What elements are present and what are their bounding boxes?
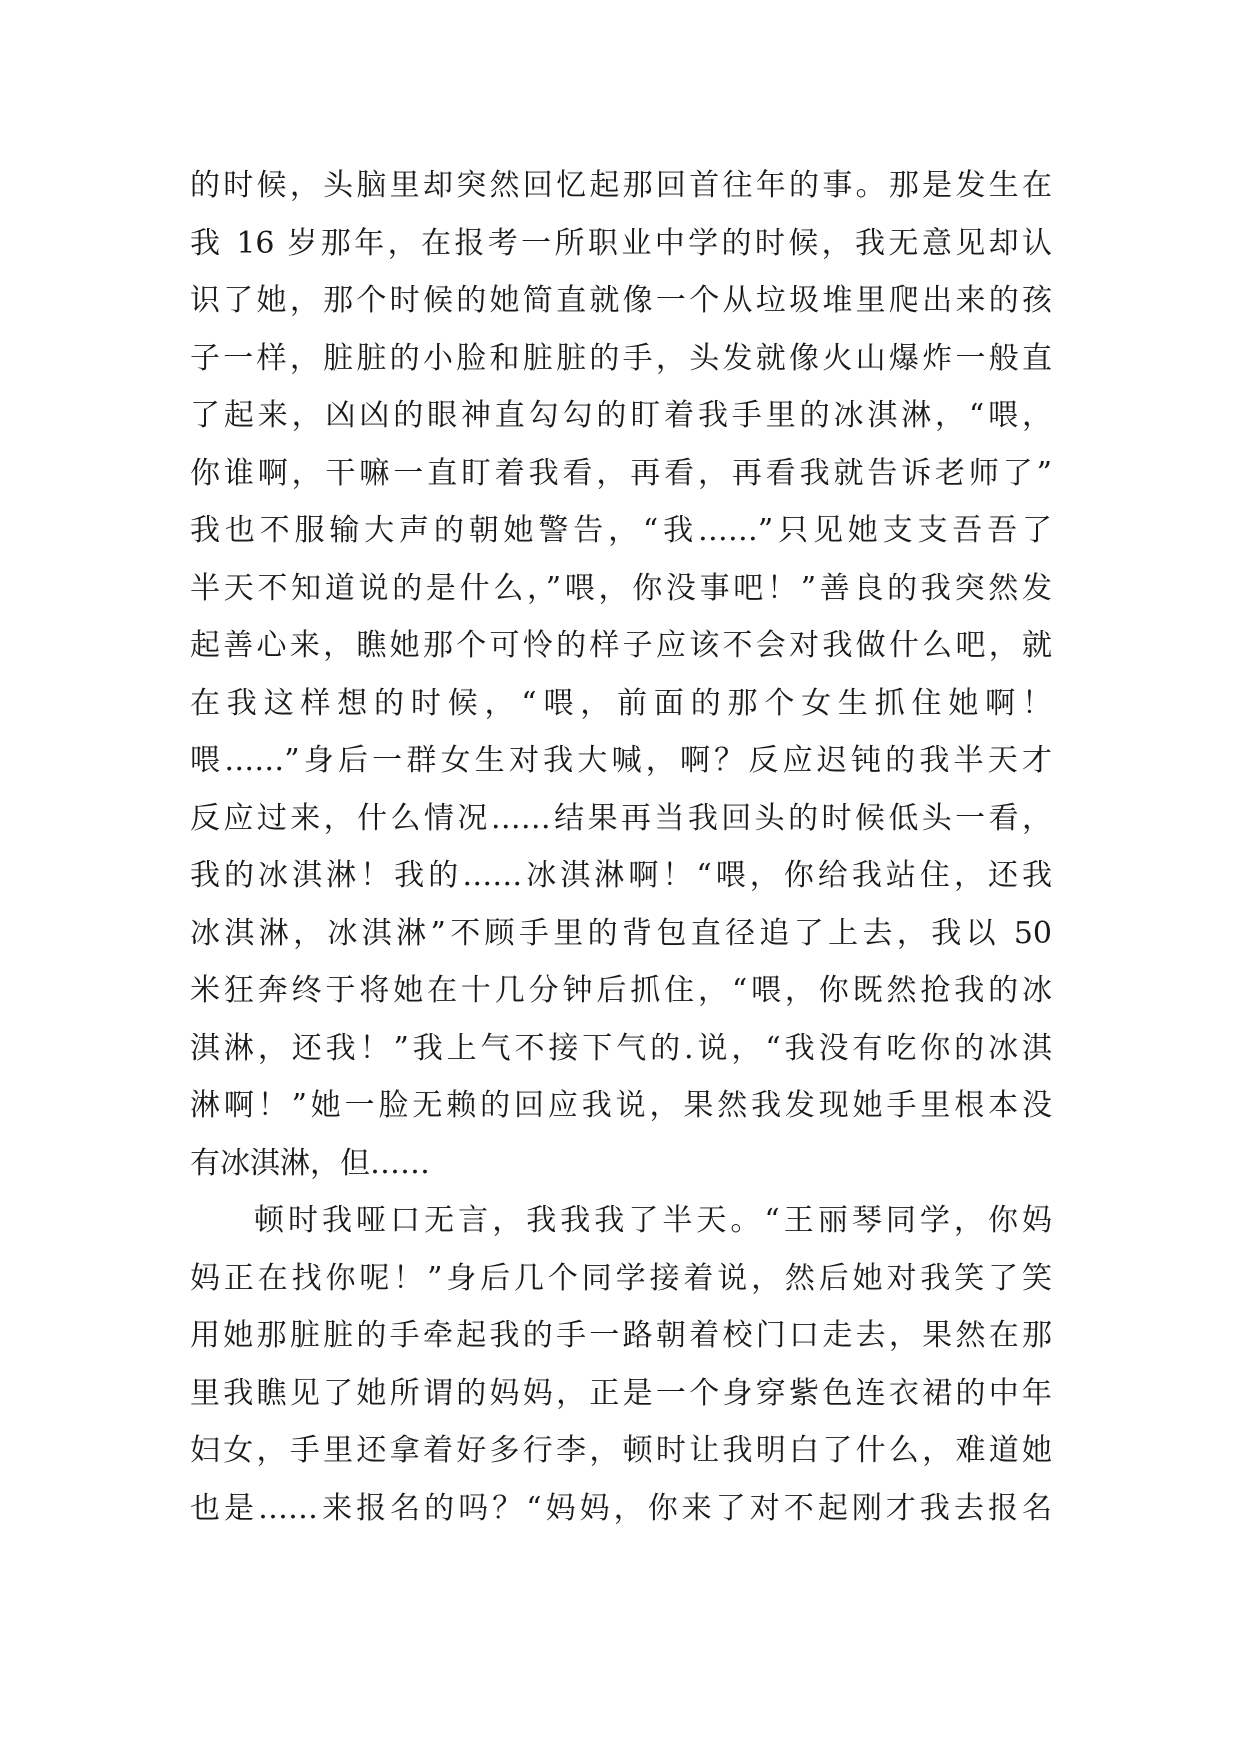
text-line-6: 你谁啊，干嘛一直盯着我看，再看，再看我就告诉老师了” xyxy=(190,455,1052,491)
text-line-18: 有冰淇淋，但…… xyxy=(190,1145,430,1181)
text-line-10: 在我这样想的时候，“喂，前面的那个女生抓住她啊！ xyxy=(190,685,1052,721)
text-line-8: 半天不知道说的是什么，”喂，你没事吧！”善良的我突然发 xyxy=(190,570,1052,606)
text-line-9: 起善心来，瞧她那个可怜的样子应该不会对我做什么吧，就 xyxy=(190,628,1052,663)
text-line-1: 的时候，头脑里却突然回忆起那回首往年的事。那是发生在 xyxy=(190,168,1052,203)
text-line-22: 里我瞧见了她所谓的妈妈，正是一个身穿紫色连衣裙的中年 xyxy=(190,1375,1052,1411)
text-line-4: 子一样，脏脏的小脸和脏脏的手，头发就像火山爆炸一般直 xyxy=(190,340,1052,376)
text-line-17: 淋啊！”她一脸无赖的回应我说，果然我发现她手里根本没 xyxy=(190,1088,1052,1123)
text-line-11: 喂……”身后一群女生对我大喊，啊？反应迟钝的我半天才 xyxy=(190,743,1052,778)
text-line-15: 米狂奔终于将她在十几分钟后抓住，“喂，你既然抢我的冰 xyxy=(190,973,1052,1008)
text-line-16: 淇淋，还我！”我上气不接下气的.说，“我没有吃你的冰淇 xyxy=(190,1030,1052,1066)
text-line-7: 我也不服输大声的朝她警告，“我……”只见她支支吾吾了 xyxy=(190,513,1052,548)
text-line-5: 了起来，凶凶的眼神直勾勾的盯着我手里的冰淇淋，“喂， xyxy=(190,398,1052,433)
text-line-14: 冰淇淋，冰淇淋”不顾手里的背包直径追了上去，我以 50 xyxy=(190,915,1052,951)
text-line-3: 识了她，那个时候的她简直就像一个从垃圾堆里爬出来的孩 xyxy=(190,283,1052,318)
text-line-19: 顿时我哑口无言，我我我了半天。“王丽琴同学，你妈 xyxy=(254,1203,1052,1238)
text-line-12: 反应过来，什么情况……结果再当我回头的时候低头一看， xyxy=(190,800,1052,836)
text-line-13: 我的冰淇淋！我的……冰淇淋啊！“喂，你给我站住，还我 xyxy=(190,858,1052,893)
body-text xyxy=(190,157,1052,1537)
text-line-21: 用她那脏脏的手牵起我的手一路朝着校门口走去，果然在那 xyxy=(190,1318,1052,1353)
text-line-2: 我 16 岁那年，在报考一所职业中学的时候，我无意见却认 xyxy=(190,225,1052,261)
text-line-20: 妈正在找你呢！”身后几个同学接着说，然后她对我笑了笑 xyxy=(190,1260,1052,1296)
text-line-23: 妇女，手里还拿着好多行李，顿时让我明白了什么，难道她 xyxy=(190,1433,1052,1468)
text-line-24: 也是……来报名的吗？“妈妈，你来了对不起刚才我去报名 xyxy=(190,1490,1052,1526)
